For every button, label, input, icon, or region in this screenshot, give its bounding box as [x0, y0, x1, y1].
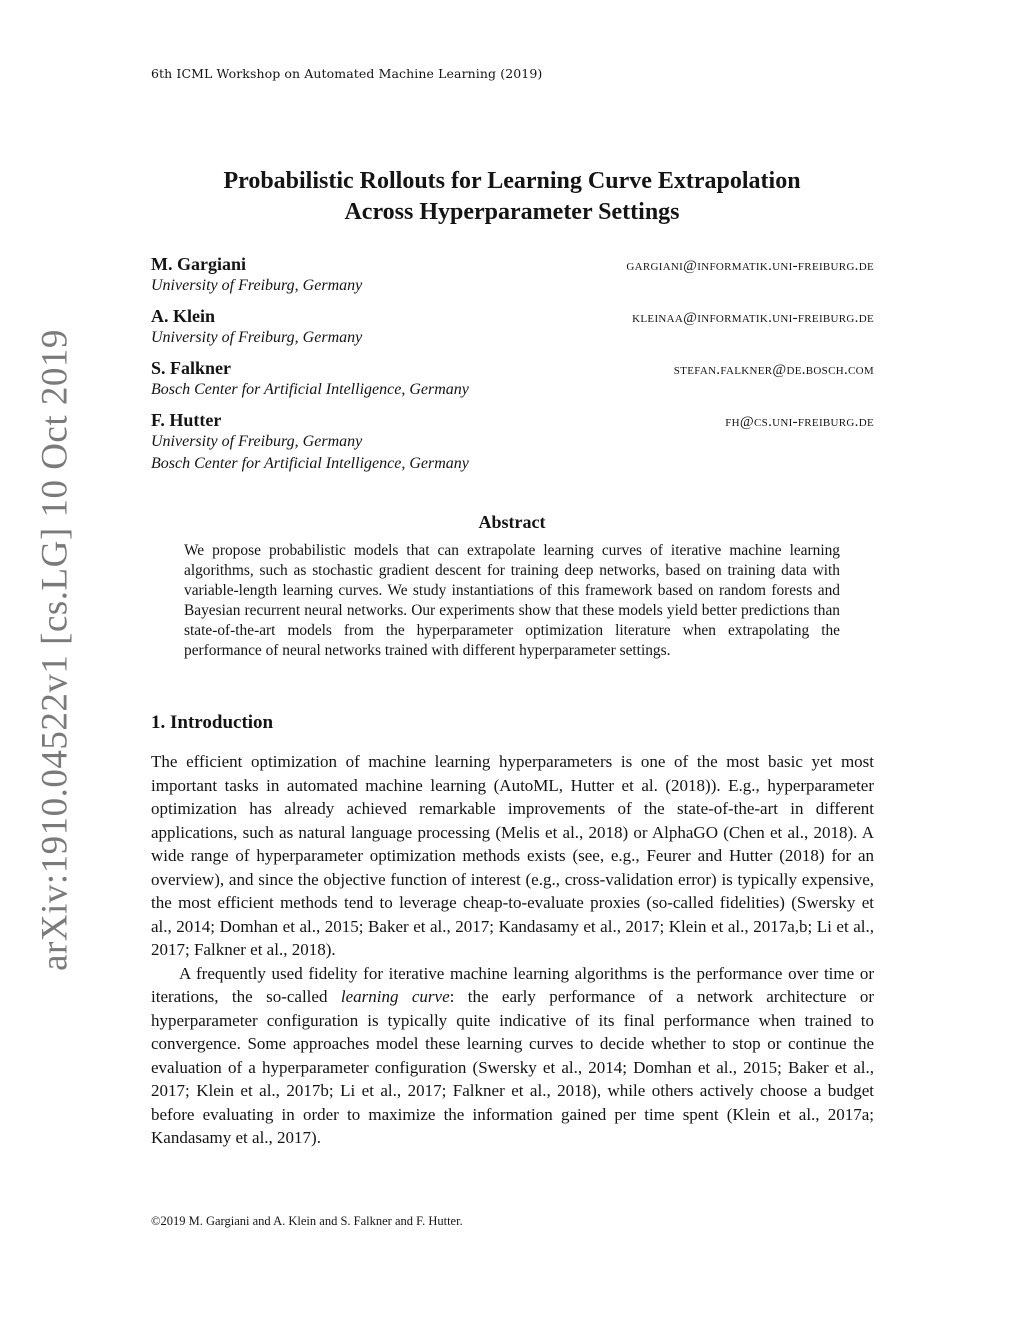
author-affiliation: University of Freiburg, Germany [151, 329, 363, 346]
author-name: A. Klein [151, 306, 216, 326]
title-line-2: Across Hyperparameter Settings [344, 199, 680, 225]
intro-paragraph-2-end: : the early performance of a network architecture or hyperparameter configuration is typically quite indicative of its final performance when trained to convergence. Some approaches model these learning curves to decide whether to stop or continue the evaluation of a hyperparameter configuration (Swersky et al., 2014; Domhan et al., 2015; Baker et al., 2017; Klein et al., 2017b; Li et al., 2017; Falkner et al., 2018), while others actively choose a budget before evaluating in order to maximize the information gained per time spent (Klein et al., 2017a; Kandasamy et al., 2017). [151, 987, 875, 1147]
author-email: fh@cs.uni-freiburg.de [725, 414, 874, 430]
abstract-text: We propose probabilistic models that can extrapolate learning curves of iterative machine learning algorithms, such as stochastic gradient descent for training deep networks, based on training data with variable-length learning curves. We study instantiations of this framework based on random forests and Bayesian recurrent neural networks. Our experiments show that these models yield better predictions than state-of-the-art models from the hyperparameter optimization literature when extrapolating the performance of neural networks trained with different hyperparameter settings. [184, 542, 840, 659]
intro-paragraph-2-start: A frequently used fidelity for iterative machine learning algorithms is the performance over time or iterations, the so-called [151, 963, 874, 1006]
author-name: S. Falkner [151, 358, 232, 378]
author-affiliation: University of Freiburg, Germany [151, 277, 363, 294]
venue-header: 6th ICML Workshop on Automated Machine Learning (2019) [151, 66, 543, 81]
paper-title [100, 166, 924, 228]
author-entry [151, 357, 874, 401]
author-affiliation: Bosch Center for Artificial Intelligence, Germany [151, 381, 469, 398]
author-entry [151, 253, 874, 297]
author-email: gargiani@informatik.uni-freiburg.de [626, 258, 874, 274]
author-email: stefan.falkner@de.bosch.com [673, 362, 874, 378]
section-heading: 1. Introduction [151, 712, 274, 733]
author-name: F. Hutter [151, 410, 222, 430]
author-email: kleinaa@informatik.uni-freiburg.de [632, 310, 874, 326]
author-affiliation: University of Freiburg, Germany [151, 433, 363, 450]
author-block [151, 253, 874, 483]
intro-paragraph-1: The efficient optimization of machine learning hyperparameters is one of the most basic yet most important tasks in automated machine learning (AutoML, Hutter et al. (2018)). E.g., hyperparameter optimization has already achieved remarkable improvements of the state-of-the-art in different applications, such as natural language processing (Melis et al., 2018) or AlphaGO (Chen et al., 2018). A wide range of hyperparameter optimization methods exists (see, e.g., Feurer and Hutter (2018) for an overview), and since the objective function of interest (e.g., cross-validation error) is typically expensive, the most efficient methods tend to leverage cheap-to-evaluate proxies (so-called fidelities) (Swersky et al., 2014; Domhan et al., 2015; Baker et al., 2017; Kandasamy et al., 2017; Klein et al., 2017a,b; Li et al., 2017; Falkner et al., 2018). [151, 752, 874, 959]
author-entry [151, 305, 874, 349]
abstract-heading: Abstract [478, 512, 546, 532]
intro-paragraph-2 [151, 962, 874, 1150]
author-entry [151, 409, 874, 475]
copyright-notice: ©2019 M. Gargiani and A. Klein and S. Falkner and F. Hutter. [151, 1214, 463, 1228]
emphasis-learning-curve: learning curve [340, 987, 450, 1006]
arxiv-stamp: arXiv:1910.04522v1 [cs.LG] 10 Oct 2019 [34, 329, 76, 971]
author-name: M. Gargiani [151, 254, 246, 274]
author-affiliation: Bosch Center for Artificial Intelligence, Germany [151, 455, 469, 472]
title-line-1: Probabilistic Rollouts for Learning Curve Extrapolation [223, 168, 801, 194]
introduction-body [151, 750, 874, 1150]
